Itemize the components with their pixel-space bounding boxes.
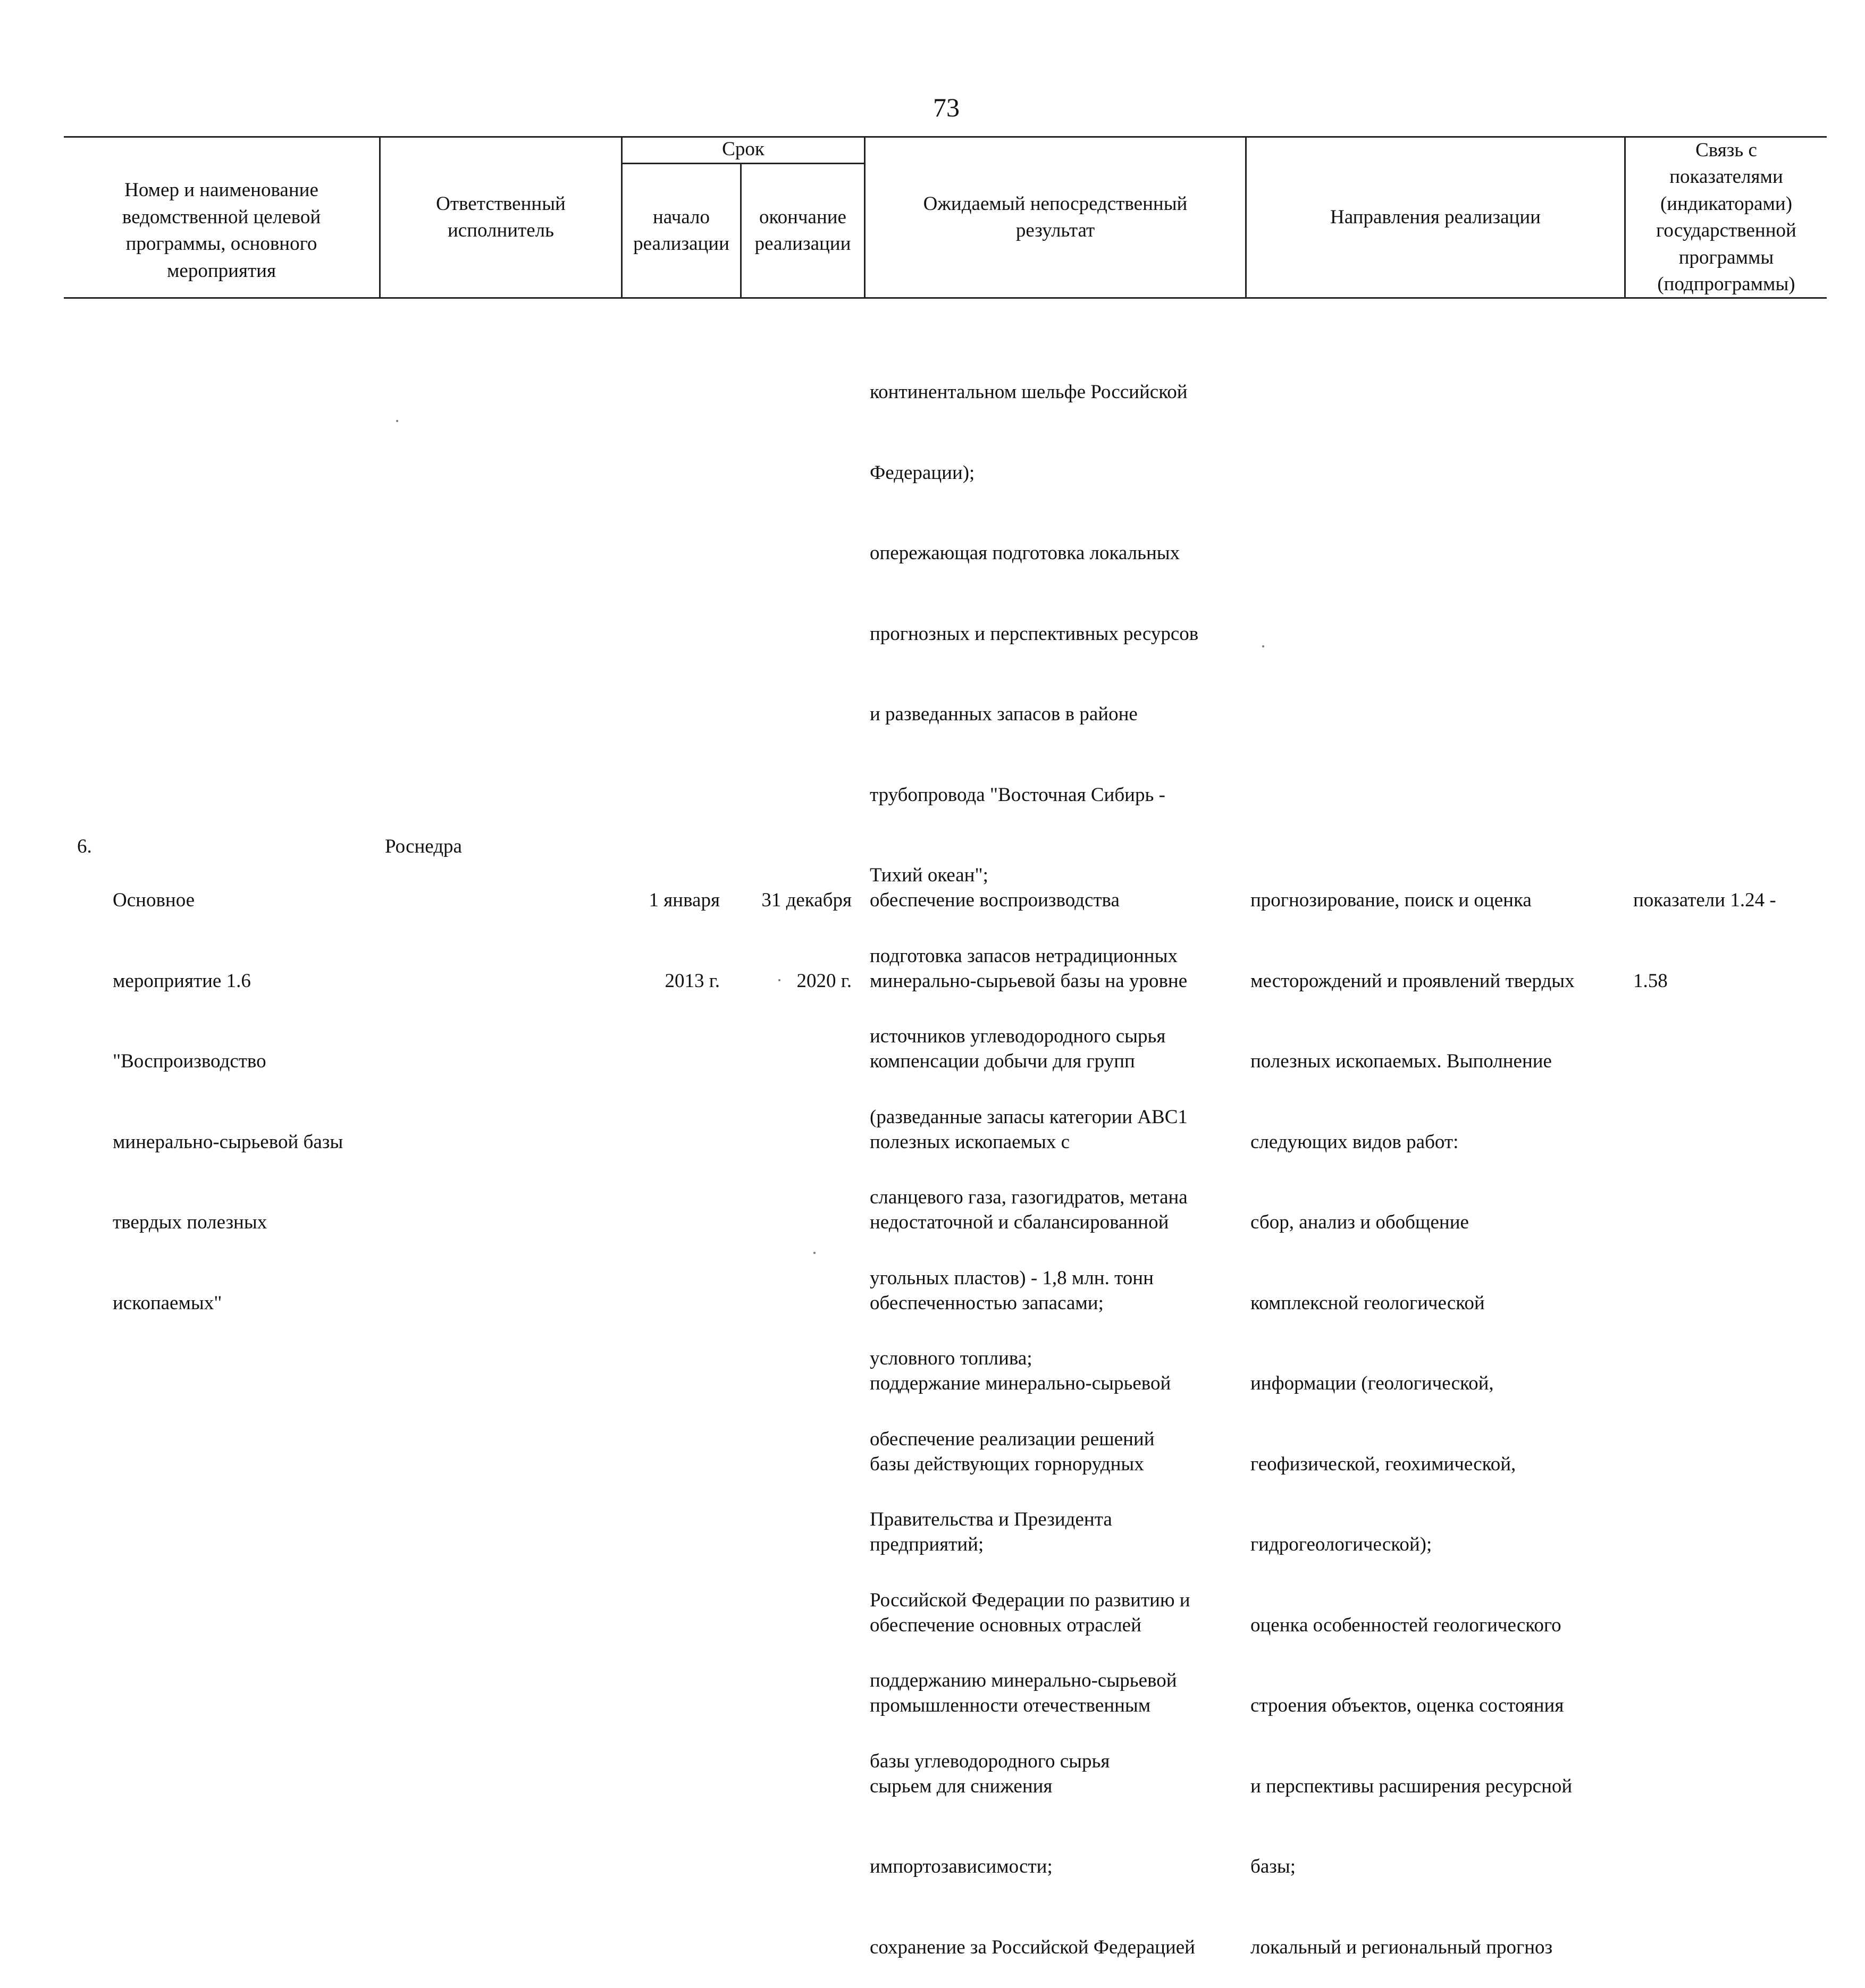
text-line: сланцевого газа, газогидратов, метана [870,1186,1188,1208]
text-line: месторождений и проявлений твердых [1250,970,1575,992]
header-line: Ожидаемый непосредственный [923,192,1188,215]
header-end [742,164,864,297]
header-line: программы [1678,246,1774,268]
text-line: условного топлива; [870,1347,1032,1369]
header-line: государственной [1656,220,1796,241]
scan-speck [1262,645,1264,647]
header-directions [1247,136,1624,299]
header-line: Связь с [1695,139,1757,161]
text-line: обеспечение реализации решений [870,1428,1155,1450]
table-header [64,136,1827,299]
text-line: прогнозных и перспективных ресурсов [870,622,1199,645]
text-line: прогнозирование, поиск и оценка [1250,889,1532,911]
text-line: поддержанию минерально-сырьевой [870,1670,1177,1691]
text-line: геофизической, геохимической, [1250,1453,1516,1475]
header-srok: Срок [722,138,765,160]
text-line: 31 декабря [761,889,852,911]
header-line: мероприятия [167,259,276,282]
text-line: континентальном шельфе Российской [870,381,1188,403]
text-line: Федерации); [870,461,975,484]
text-line: источников углеводородного сырья [870,1025,1166,1047]
text-line: промышленности отечественным [870,1695,1151,1716]
row6-program-name [113,833,343,1344]
row6-end-date [738,833,852,1022]
text-line: ископаемых" [113,1292,222,1314]
text-line: Российской Федерации по развитию и [870,1589,1190,1611]
text-line: трубопровода "Восточная Сибирь - [870,784,1165,806]
text-line: 1.58 [1633,970,1668,992]
text-line: Правительства и Президента [870,1509,1112,1530]
row6-number: 6. [77,836,92,857]
text-line: и перспективы расширения ресурсной [1250,1775,1573,1797]
text-line: строения объектов, оценка состояния [1250,1695,1564,1716]
text-line: полезных ископаемых. Выполнение [1250,1050,1552,1072]
text-line: Тихий океан"; [870,864,988,886]
text-line: минерально-сырьевой базы на уровне [870,970,1188,992]
header-line: (подпрограммы) [1657,273,1795,295]
text-line: полезных ископаемых с [870,1131,1070,1153]
text-line: подготовка запасов нетрадиционных [870,945,1178,967]
text-line: (разведанные запасы категории АВС1 [870,1106,1188,1128]
text-line: мероприятие 1.6 [113,970,251,992]
text-line: комплексной геологической [1250,1292,1485,1314]
header-line: Направления реализации [1330,206,1541,228]
text-line: минерально-сырьевой базы [113,1131,343,1153]
text-line: 1 января [649,889,720,911]
header-result [866,136,1245,299]
text-line: сохранение за Российской Федерацией [870,1936,1195,1958]
header-line: Номер и наименование [124,179,318,201]
header-indicators [1626,136,1827,299]
text-line: "Воспроизводство [113,1050,266,1072]
text-line: и разведанных запасов в районе [870,703,1138,725]
header-line: показателями [1669,166,1783,188]
text-line: поддержание минерально-сырьевой [870,1372,1171,1394]
text-line: 2013 г. [665,970,720,992]
scan-speck [813,1252,816,1254]
text-line: локальный и региональный прогноз [1250,1936,1553,1958]
header-line: начало [652,206,710,228]
header-line: программы, основного [125,233,317,255]
text-line: импортозависимости; [870,1856,1053,1877]
text-line: угольных пластов) - 1,8 млн. тонн [870,1267,1154,1289]
text-line: обеспечение воспроизводства [870,889,1120,911]
text-line: информации (геологической, [1250,1372,1494,1394]
row6-start-date [622,833,720,1022]
header-line: результат [1015,220,1095,241]
text-line: гидрогеологической); [1250,1534,1432,1555]
row6-executor: Роснедра [385,836,462,857]
text-line: опережающая подготовка локальных [870,542,1180,564]
text-line: твердых полезных [113,1211,267,1233]
header-line: реализации [633,233,729,255]
text-line: недостаточной и сбалансированной [870,1211,1169,1233]
text-line: сбор, анализ и обобщение [1250,1211,1469,1233]
header-line: реализации [754,233,851,255]
header-executor [381,136,621,299]
text-line: компенсации добычи для групп [870,1050,1135,1072]
header-line: Ответственный [436,192,566,215]
text-line: показатели 1.24 - [1633,889,1776,911]
text-line: базы; [1250,1856,1296,1877]
header-line: окончание [759,206,846,228]
header-line: (индикаторами) [1660,192,1793,215]
row6-directions [1250,833,1575,1988]
scan-speck [778,979,780,981]
text-line: базы действующих горнорудных [870,1453,1144,1475]
text-line: обеспеченностью запасами; [870,1292,1104,1314]
row6-indicators [1633,833,1776,1022]
header-program-name [64,163,379,299]
row6-result [870,833,1195,1988]
text-line: сырьем для снижения [870,1775,1053,1797]
text-line: следующих видов работ: [1250,1131,1459,1153]
page-number: 73 [933,92,960,122]
text-line: предприятий; [870,1534,984,1555]
text-line: Основное [113,889,195,911]
text-line: оценка особенностей геологического [1250,1614,1561,1636]
text-line: обеспечение основных отраслей [870,1614,1141,1636]
text-line: 2020 г. [796,970,852,992]
text-line: базы углеводородного сырья [870,1750,1110,1772]
header-start [623,164,740,297]
scan-speck [396,420,398,422]
header-line: исполнитель [447,220,555,241]
header-line: ведомственной целевой [122,206,321,228]
